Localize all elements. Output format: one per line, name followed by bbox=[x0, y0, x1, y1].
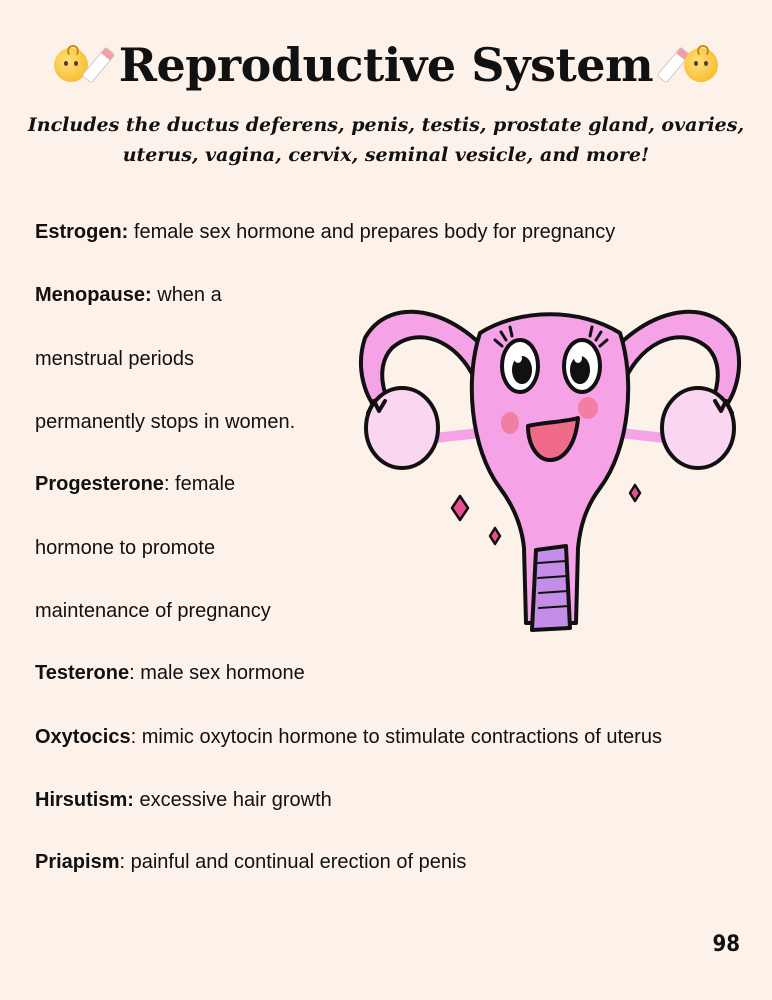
term-oxytocics bbox=[35, 726, 662, 749]
cheek-left bbox=[501, 412, 519, 434]
term-label: Testerone bbox=[35, 662, 130, 684]
emoji-group-right bbox=[663, 46, 718, 84]
vaginal-canal bbox=[532, 546, 570, 630]
uterus-illustration bbox=[350, 288, 750, 648]
term-label: Oxytocics bbox=[35, 726, 131, 748]
term-continuation: menstrual periods bbox=[35, 348, 194, 370]
term-label: Hirsutism: bbox=[35, 789, 134, 811]
term-priapism bbox=[35, 851, 466, 874]
ovary-left bbox=[366, 388, 438, 468]
sparkle bbox=[490, 528, 500, 544]
subtitle-line: Includes the ductus deferens, penis, testis, prostate gland, ovaries, bbox=[27, 114, 745, 136]
term-continuation: hormone to promote bbox=[35, 537, 216, 559]
term-definition: : painful and continual erection of penis bbox=[119, 851, 467, 873]
term-estrogen bbox=[35, 221, 615, 244]
term-progesterone bbox=[35, 473, 235, 496]
ovary-right bbox=[662, 388, 734, 468]
subtitle-line: uterus, vagina, cervix, seminal vesicle, and more! bbox=[122, 144, 650, 166]
page-number: 98 bbox=[712, 932, 740, 957]
term-hirsutism bbox=[35, 789, 332, 812]
term-label: Estrogen: bbox=[35, 221, 129, 243]
term-label: Priapism bbox=[35, 851, 120, 873]
term-continuation: maintenance of pregnancy bbox=[35, 600, 271, 622]
cheek-right bbox=[578, 397, 598, 419]
term-menopause bbox=[35, 284, 222, 307]
term-definition: when a bbox=[151, 284, 222, 306]
term-label: Progesterone bbox=[35, 473, 164, 495]
page-subtitle bbox=[0, 110, 772, 170]
term-definition: female sex hormone and prepares body for pregnancy bbox=[128, 221, 616, 243]
sparkle bbox=[630, 485, 640, 501]
baby-icon bbox=[684, 48, 718, 82]
term-testerone bbox=[35, 662, 305, 685]
emoji-group-left bbox=[54, 46, 109, 84]
ovary-ligament-right bbox=[620, 433, 665, 438]
sparkle bbox=[452, 496, 468, 520]
page-header bbox=[0, 38, 772, 92]
term-definition: : male sex hormone bbox=[129, 662, 305, 684]
ovary-ligament-left bbox=[435, 433, 480, 438]
term-definition: : female bbox=[163, 473, 236, 495]
term-definition: : mimic oxytocin hormone to stimulate contractions of uterus bbox=[130, 726, 662, 748]
term-continuation: permanently stops in women. bbox=[35, 411, 296, 433]
term-definition: excessive hair growth bbox=[133, 789, 332, 811]
term-label: Menopause: bbox=[35, 284, 152, 306]
page-title: Reproductive System bbox=[118, 38, 654, 92]
